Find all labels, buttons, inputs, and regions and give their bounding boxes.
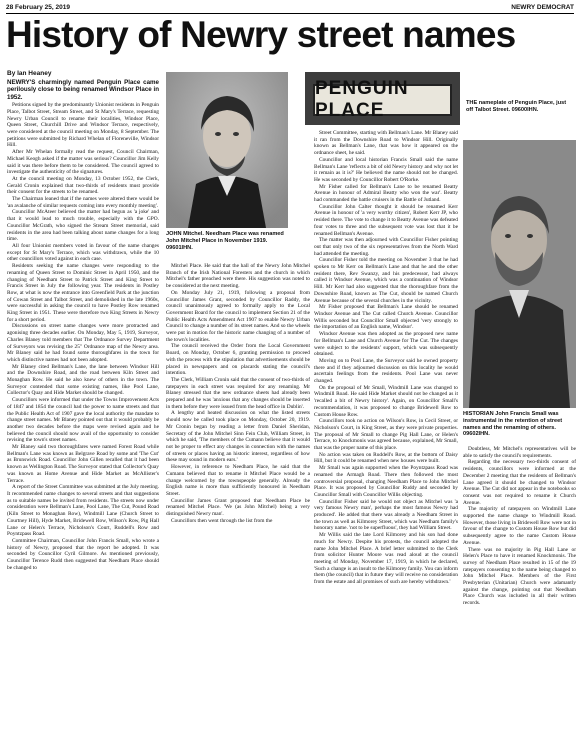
paragraph: Councillors then went through the list from the <box>171 517 273 524</box>
paragraph: Councillors were informed that under the Towns Improvement Acts of 1847 and 1854 the council had the power to name streets and that the Public Health Act of 1907 gave the local authority the mandate to change street names. Mr Blaney pointed out that it would probably be another two decades before the maps were revised again and he believed the council should now avail of the opportunity to consider revising the town's street names. <box>7 397 159 444</box>
paragraph: Mr Willis said the late Lord Kilmorey and his son had done much for Newry. Despite his protests, the council adopted the name John Mitchel Place. A brief letter submitted to the Clerk from solicitor Hunter Moore was read aloud at the council meeting of Monday, November 17, 1919, in which he declared, 'Such a change is an insult to the Kilmorey family. You can inform them (the council) that in future they will receive no consideration from the estate and all promises of such are hereby withdrawn.' <box>314 532 458 586</box>
penguin-place-nameplate: PENGUIN PLACE <box>313 84 452 116</box>
paragraph: A lengthy and heated discussion on what the listed streets should now be called took place on Monday, October 20, 1919. Mr Cronin began by reading a letter from Daniel Sheridan, Secretary of the John Mitchel Sinn Fein Club, William Street, in which he said, 'The members of the Cumann believe that it would not be proper to effect any changes in connection with the names of streets or places having an historic interest, regardless of how these may sound in modern ears.' <box>166 410 310 464</box>
paragraph: Doubtless, Mr Mitchel's representatives will be able to satisfy the council's requirements. <box>463 446 576 459</box>
paragraph: The Chairman leaned that if the names were altered there would be 'an avalanche of similar requests coming into every monthly meeting'. <box>7 196 159 209</box>
paragraph: On Monday July 21, 1919, following a proposal from Councillor James Grant, seconded by Councillor Raddy, the council unanimously agreed to formally apply to the Local Government Board for the council to implement Section 21 of the Public Health Acts Amendment Act 1907 to enable Newry Urban Council to change a number of its street names. And so the wheels were put in motion for the historic name changing of a number of the town's localities. <box>166 289 310 343</box>
paragraph: The majority of ratepayers on Windmill Lane supported the name change to Windmill Road. However, those living in Bridewell Row were not in favour of the change to Custom House Row but did subsequently agree to the name Custom House Avenue. <box>463 506 576 546</box>
article-column-3 <box>314 130 458 734</box>
paragraph: No action was taken on Ruddell's Row, at the bottom of Daisy Hill, but it could be renamed when new houses were built. <box>314 451 458 465</box>
paragraph: A report of the Street Committee was submitted at the July meeting. It recommended name changes to several streets and that suggestions as to suitable names be invited from residents. The streets now under consideration were Bellman's Lane, Pool Lane, The Cut, Pound Road (Kiln Street to Monaghan Row), Windmill Lane (Church Street to Courtney Hill), Hyde Market, Bridewell Row, Wilson's Row, Pig Hall Lane or Helen's Terrace, Nicholson's Court, Ruddell's Row and Poyntzpass Road. <box>7 484 159 538</box>
paragraph: Councillor James Grant proposed that Needham Place be renamed Mitchel Place. 'We (as John Mitchel) being a very distinguished Newry man'. <box>166 497 310 518</box>
issue-date: 28 February 25, 2019 <box>6 4 70 11</box>
paragraph: Regarding the necessary two-thirds consent of residents, councillors were informed at the December 2 meeting that the residents of Bellman's Lane agreed it should be changed to Windsor Avenue. The Cut did not appear in the notebooks so consent was not required to rename it Church Avenue. <box>463 459 576 506</box>
paragraph: Councillor and local historian Francis Small said the name Bellman's Lane 'reflects a bit of old Newry history and why not let it remain as it is?' He believed the name should not be changed. He was seconded by Councillor Robert O'Rorke. <box>314 156 458 183</box>
plaque-caption: THE nameplate of Penguin Place, just off Talbot Street. 09600IHN. <box>466 100 567 113</box>
paragraph: The Clerk, William Cronin said that the consent of two-thirds of ratepayers in each street was required for any renaming. Mr Blaney stressed that the new ordnance sheets had already been prepared and he was 'anxious that any changes should be inserted in them before they were issued from the head office in Dublin'. <box>166 376 310 410</box>
paragraph: Committee Chairman, Councillor John Francis Small, who wrote a history of Newry, proposed that the report be adopted. It was seconded by Councillor Cyril Gilmore. As mentioned previously, Councillor Terence Rudd then suggested that Needham Place should be changed to <box>7 537 159 571</box>
paragraph: Residents seeking the name changes were responding to the renaming of Queen Street to Dominic Street in April 1950, and the changing of Needham Street to Patrick Street and King Street to Francis Street in July the following year. The residents in Postley Row, at what is now the entrance into Greenfield Park at the junction of Cowan Street and Talbot Street, and demolished in the late 1960s, were successful in asking the council to have Postley Row renamed King Street in 1951. These were therefore two King Streets in Newry for a short period. <box>7 263 159 323</box>
paragraph: Councillors took no action on Wilson's Row, in Cecil Street, or Nicholson's Court, in King Street, as they were private properties. The proposal of Mr Small to change Pig Hall Lane, or Helen's Terrace, to Knockmonis was agreed because, explained, Mr Small, that was the proper name of this place. <box>314 418 458 452</box>
paragraph: Moving on to Pool Lane, the Surveyor said he owned property there and if they adjourned discussion on this locality he would ascertain feelings from the residents. Pool Lane was never changed. <box>314 357 458 385</box>
historian-caption: HISTORIAN John Francis Small was instrumental in the retention of street names and the renaming of others. 09602IHN. <box>463 411 563 438</box>
historian-illustration <box>463 140 576 408</box>
paragraph: Mr Fisher called for Bellman's Lane to be renamed Beatty Avenue in honour of Admiral Beatty who won the war'. Beatty had commanded the battle cruisers in the Battle of Jutland. <box>314 183 458 204</box>
paragraph: Councillor Fisher told the meeting on November 3 that he had spoken to Mr Kerr on Bellman's Lane and that he and the other resident there, Rev Swanzy, and his predecessor, had always called it Windsor Avenue, which was a continuation of Windsor Hill. Mr Kerr had also suggested that the thoroughfare from the Downshire Road, known as The Cut, should be named Church Avenue because of the several churches in the vicinity. <box>314 257 458 304</box>
byline: By Ian Heaney <box>7 70 52 77</box>
paragraph: Councillor John Calter thought it should be renamed Kerr Avenue in honour of 'a very worthy citizen', Robert Kerr JP, who resided there. The vote to change it to Beatty Avenue was defeated four votes to three and the subsequent vote was lost that it be renamed Bellman's Avenue. <box>314 203 458 237</box>
paragraph: Mr Small was again supported when the Poyntzpass Road was renamed the Armagh Road. There then followed the most controversial proposal, changing Needham Place to John Mitchel Place. It was proposed by Councillor Ruddy and seconded by Councillor Small with Councillor Willis objecting. <box>314 465 458 498</box>
paragraph: Councillor McAteer believed the matter had begun as 'a joke' and that it would lead to much trouble, especially with the GPO. Councillor McGrath, who signed the Stream Street memorial, said residents in the area had been talking about name changes for a long time. <box>7 209 159 243</box>
paragraph: Mitchel Place. He said that the hall of the Newry John Mitchel Branch of the Irish National Foresters and the church in which Mitchel's father preached were there. His suggestion was noted to be considered at the next meeting. <box>166 263 310 290</box>
paragraph: Mr Fisher proposed that Bellman's Lane should be renamed Windsor Avenue and The Cut called Church Avenue. Councillor Willis seconded but Councillor Small objected 'very strongly to the importation of an English name, Windsor'. <box>314 304 458 331</box>
paragraph: At the council meeting on Monday, 13 October 1952, the Clerk, Gerald Cronin explained that two-thirds of residents must provide their consent for the streets to be renamed. <box>7 175 159 196</box>
paragraph: After Mr Whelan formally read the request, Council Chairman, Michael Keogh asked if the matter was serious? Councillor Jim Kelly said it was there before them to be considered. The council agreed to investigate the authenticity of the signatures. <box>7 149 159 176</box>
paragraph: Mr Blaney cited Bellman's Lane, the lane between Windsor Hill and the Downshire Road, and the road between Kiln Street and Monaghan Row. He said he also knew of others in the town. The Surveyor contended that some existing names, like Pool Lane, Collector's Quay and Hide Market should be changed. <box>7 363 159 397</box>
historian-photo <box>463 140 576 408</box>
paragraph: Petitions signed by the predominantly Unionist residents in Penguin Place, Talbot Street, Stream Street, and St Mary's Terrace, requesting Newry Urban Council to rename their localities, Windsor Place, Queen Street, Churchill Drive and Windsor Terrace, respectively, were considered at the council meeting on Monday, 8 September. The petitions were submitted by Richard Whelan of Floreneville, Windsor Hill. <box>7 102 159 149</box>
paper-name: NEWRY DEMOCRAT <box>511 4 574 11</box>
portrait-illustration <box>166 72 288 228</box>
paragraph: Councillor Fisher said he would not object as Mitchel was 'a very famous Newry man', perhaps the most famous Newry had produced'. He added that there was already a Needham Street in the town as well as Kilmorey Street, which was Needham family's honorary name. 'not to be superfluous', they had William Street. <box>314 498 458 532</box>
plaque-photo <box>305 72 460 125</box>
paragraph: Street Committee, starting with Bellman's Lane. Mr Blaney said it ran from the Downshire Road to Windsor Hill. Originally known as Bellman's Lane, that was how it appeared on the ordnance sheet, he said. <box>314 130 458 157</box>
lead-paragraph: NEWRY'S charmingly named Penguin Place came perilously close to being renamed Windsor Place in 1952. <box>7 79 159 101</box>
portrait-caption: JOHN Mitchel. Needham Place was renamed John Mitchel Place in November 1919. 09601IHN. <box>166 231 284 251</box>
headline: History of Newry street names <box>6 14 516 55</box>
paragraph: The matter was then adjourned with Councillor Fisher pointing out that only two of the six representatives from the North Ward had attended the meeting. <box>314 237 458 257</box>
paragraph: Discussions on street name changes were more protracted and agonising three decades earlier. On Monday, May 5, 1919, Surveyor, Charles Blaney told members that The Ordnance Survey Department of Surveyors was revising the 25" Ordnance map of the Newry area. Mr Blaney said he had found some thoroughfares in the town for which distinctive names had not been adopted. <box>7 323 159 363</box>
paragraph: Mr Blaney said two thoroughfares were named Forest Road while Bellman's Lane was known as Belgrave Road by some and 'The Cut' as Brunswick Road. Councillor John Gillen recalled that it had been known as Wellington Road. The Surveyor stated that Collector's Quay was known as Home Avenue and Hide Market as McAllister's Terrace. <box>7 444 159 484</box>
article-column-2 <box>166 263 310 734</box>
paragraph: All four Unionist members voted in favour of the name changes except for St Mary's Terrace, which was withdrawn, while the 10 other councillors voted against in each case. <box>7 242 159 263</box>
paragraph: On the proposal of Mr Small, Windmill Lane was changed to Windmill Road. He said Hide Market should not be changed as it 'recalled a bit of Newry history'. Again, on Councillor Small's recommendation, it was proposed to change Bridewell Row to Custom House Row. <box>314 384 458 418</box>
paragraph: There was no majority in Pig Hall Lane or Helen's Place to have it renamed Knockmonis. The survey of Needham Place resulted in 15 of the 19 ratepayers consenting to the name being changed to John Mitchel Place. Members of the First Presbyterian (Unitarian) Church were adamantly against the change, pointing out that Needham Place Church was included in all their written records. <box>463 546 576 607</box>
paragraph: However, in reference to Needham Place, he said that the Cumann believed that to rename it Mitchel Place would be a change welcomed by the townspeople generally. Already the English name is more than sufficiently honoured in Needham Street. <box>166 464 310 497</box>
paragraph: Windsor Avenue was then adopted as the proposed new name for Bellman's Lane and Church Avenue for The Cut. The changes were subject to the residents' support, which was subsequently obtained. <box>314 331 458 358</box>
article-column-4 <box>463 446 576 734</box>
portrait-photo <box>166 72 288 228</box>
paragraph: The council received the Order from the Local Government Board, on Monday, October 6, granting permission to proceed with the process with the stipulation that advertisements should be placed in newspapers and on placards stating the council's intention. <box>166 343 310 377</box>
article-column-1 <box>7 79 159 734</box>
